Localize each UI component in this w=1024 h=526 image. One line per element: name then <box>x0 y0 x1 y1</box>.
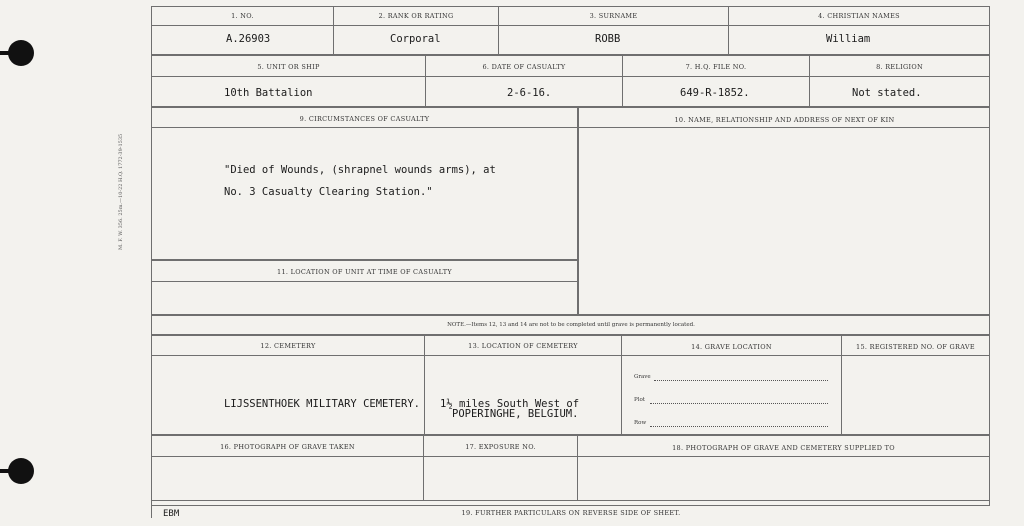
row-label: Row <box>634 420 647 426</box>
label-date: 6. DATE OF CASUALTY <box>482 63 566 71</box>
cemetery-value: LIJSSENTHOEK MILITARY CEMETERY. <box>224 398 420 410</box>
label-number: 1. NO. <box>231 12 254 20</box>
clerk-initials: EBM <box>163 509 180 519</box>
label-rank: 2. RANK OR RATING <box>378 12 454 20</box>
service-number: A.26903 <box>226 33 271 45</box>
form-code: M. F. W. 356. 25m.—10-22 H.Q. 1772-39-1535 <box>118 133 124 250</box>
label-cemetery-location: 13. LOCATION OF CEMETERY <box>468 342 578 350</box>
label-christian-names: 4. CHRISTIAN NAMES <box>818 12 900 20</box>
punch-hole-bottom <box>8 458 34 484</box>
plot-label: Plot <box>634 397 645 403</box>
label-photo-supplied: 18. PHOTOGRAPH OF GRAVE AND CEMETERY SUPPLIED TO <box>672 444 895 452</box>
label-surname: 3. SURNAME <box>589 12 638 20</box>
label-circumstances: 9. CIRCUMSTANCES OF CASUALTY <box>299 115 430 123</box>
surname-value: ROBB <box>595 33 621 45</box>
label-unit: 5. UNIT OR SHIP <box>257 63 320 71</box>
note-text: NOTE.—Items 12, 13 and 14 are not to be completed until grave is permanently located. <box>447 322 695 328</box>
grave-label: Grave <box>634 374 651 380</box>
religion-value: Not stated. <box>852 87 922 99</box>
unit-value: 10th Battalion <box>224 87 313 99</box>
date-value: 2-6-16. <box>507 87 552 99</box>
label-unit-location: 11. LOCATION OF UNIT AT TIME OF CASUALTY <box>277 268 452 276</box>
location-line-2: POPERINGHE, BELGIUM. <box>452 408 579 420</box>
label-further-particulars: 19. FURTHER PARTICULARS ON REVERSE SIDE OF SHEET. <box>461 509 681 517</box>
label-registered-no: 15. REGISTERED NO. OF GRAVE <box>856 343 975 351</box>
label-next-of-kin: 10. NAME, RELATIONSHIP AND ADDRESS OF NEXT OF KIN <box>674 116 895 124</box>
location-line-1: 1½ miles South West of <box>440 398 580 410</box>
circumstances-line-1: "Died of Wounds, (shrapnel wounds arms), at <box>224 164 496 176</box>
label-exposure-no: 17. EXPOSURE NO. <box>465 443 536 451</box>
christian-names-value: William <box>826 33 871 45</box>
label-photo-taken: 16. PHOTOGRAPH OF GRAVE TAKEN <box>220 443 355 451</box>
punch-hole-top <box>8 40 34 66</box>
label-file-no: 7. H.Q. FILE NO. <box>685 63 747 71</box>
label-religion: 8. RELIGION <box>876 63 923 71</box>
file-no-value: 649-R-1852. <box>680 87 750 99</box>
rank-value: Corporal <box>390 33 441 45</box>
label-cemetery: 12. CEMETERY <box>260 342 316 350</box>
label-grave-location: 14. GRAVE LOCATION <box>691 343 772 351</box>
circumstances-line-2: No. 3 Casualty Clearing Station." <box>224 186 433 198</box>
